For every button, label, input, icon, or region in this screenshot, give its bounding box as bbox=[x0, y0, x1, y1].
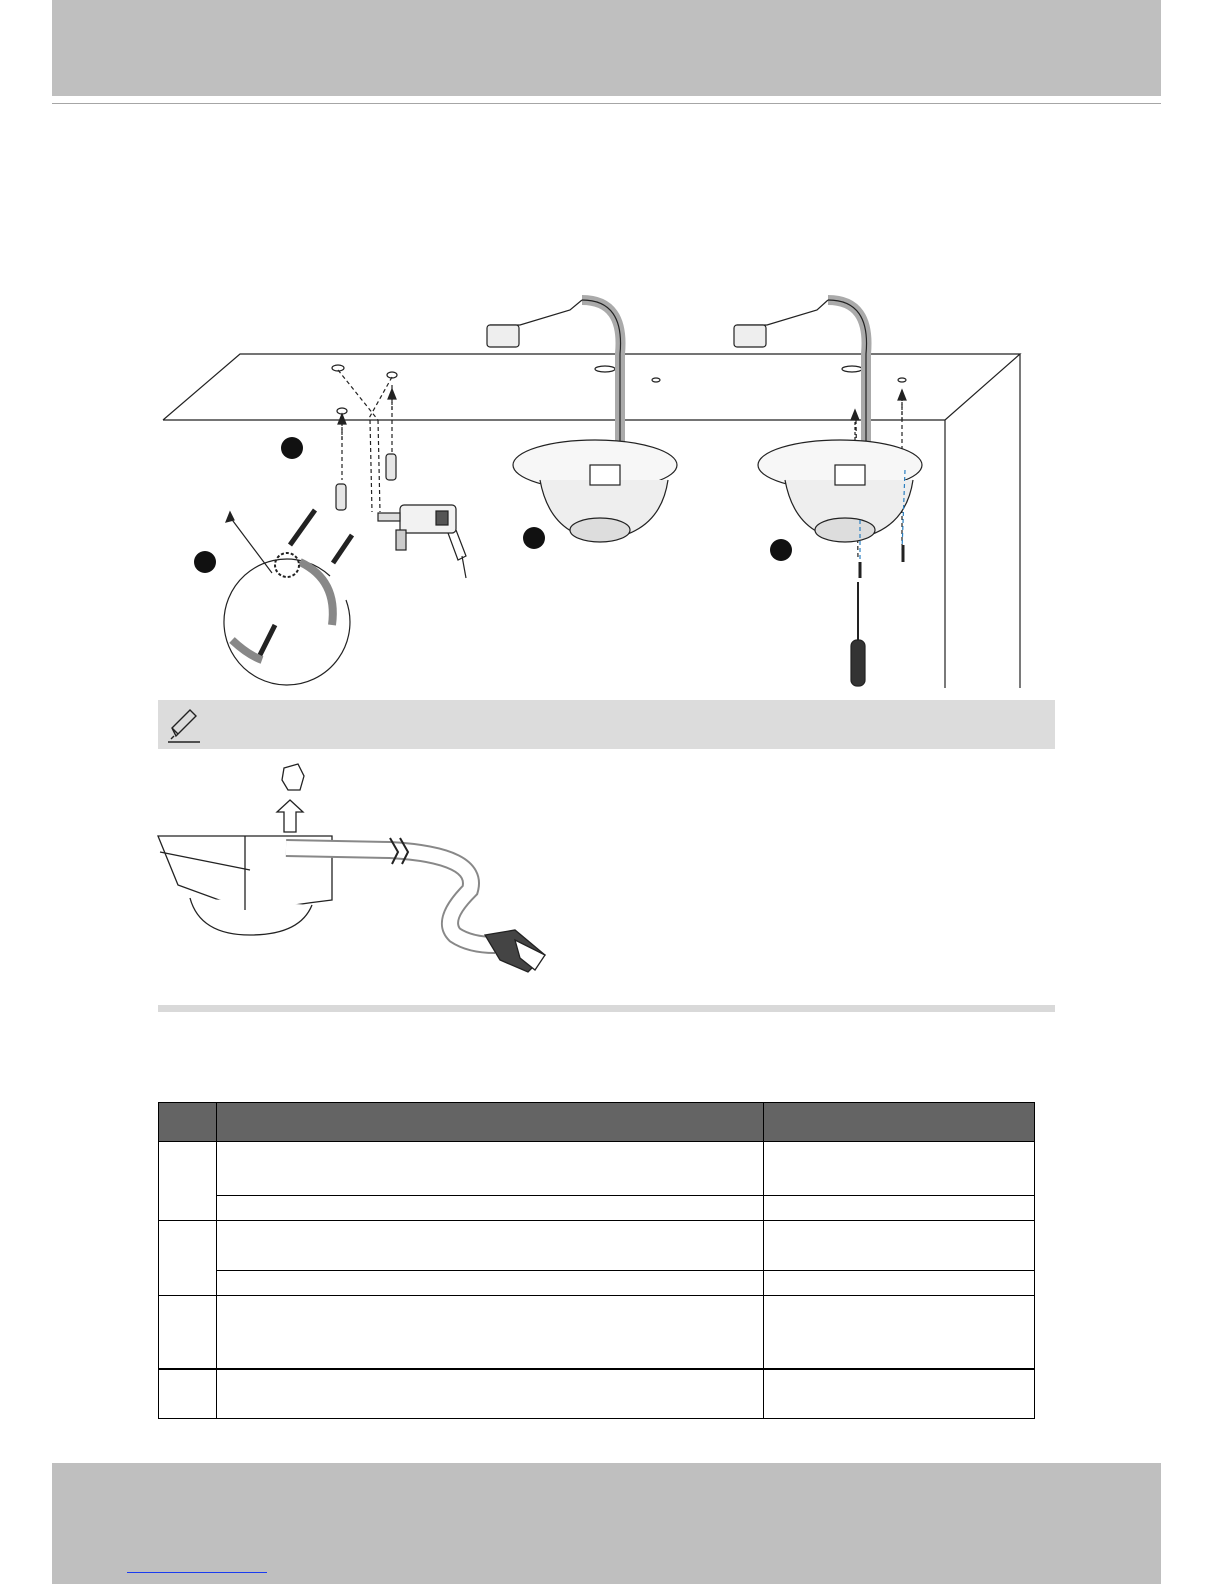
step-marker bbox=[281, 437, 303, 459]
section-divider bbox=[158, 1005, 1055, 1012]
header-divider bbox=[52, 103, 1161, 104]
spec-table bbox=[158, 1102, 1035, 1419]
note-bar bbox=[158, 700, 1055, 749]
table-cell bbox=[217, 1221, 764, 1271]
table-cell bbox=[159, 1296, 217, 1370]
table-row bbox=[159, 1221, 1035, 1271]
installation-illustration bbox=[150, 290, 1030, 690]
table-cell bbox=[217, 1369, 764, 1419]
table-cell bbox=[764, 1271, 1035, 1296]
table-cell bbox=[764, 1296, 1035, 1370]
table-cell bbox=[764, 1369, 1035, 1419]
table-cell bbox=[159, 1221, 217, 1296]
table-cell bbox=[159, 1369, 217, 1419]
table-cell bbox=[217, 1271, 764, 1296]
table-cell bbox=[764, 1142, 1035, 1196]
table-row bbox=[159, 1196, 1035, 1221]
step-marker bbox=[194, 551, 216, 573]
table-cell bbox=[217, 1142, 764, 1196]
table-row bbox=[159, 1296, 1035, 1370]
table-header-cell bbox=[159, 1103, 217, 1142]
step-marker bbox=[770, 539, 792, 561]
table-cell bbox=[217, 1296, 764, 1370]
table-cell bbox=[764, 1196, 1035, 1221]
table-cell bbox=[764, 1221, 1035, 1271]
cable-seal-illustration bbox=[150, 758, 560, 978]
table-row bbox=[159, 1142, 1035, 1196]
table-cell bbox=[217, 1196, 764, 1221]
table-header-cell bbox=[217, 1103, 764, 1142]
table-header-row bbox=[159, 1103, 1035, 1142]
step-marker bbox=[523, 527, 545, 549]
footer-link-underline[interactable] bbox=[127, 1572, 267, 1573]
table-row bbox=[159, 1271, 1035, 1296]
page-footer-band bbox=[52, 1463, 1161, 1584]
table-row bbox=[159, 1369, 1035, 1419]
pencil-note-icon bbox=[162, 704, 202, 744]
table-header-cell bbox=[764, 1103, 1035, 1142]
table-cell bbox=[159, 1142, 217, 1221]
page-header-band bbox=[52, 0, 1161, 96]
